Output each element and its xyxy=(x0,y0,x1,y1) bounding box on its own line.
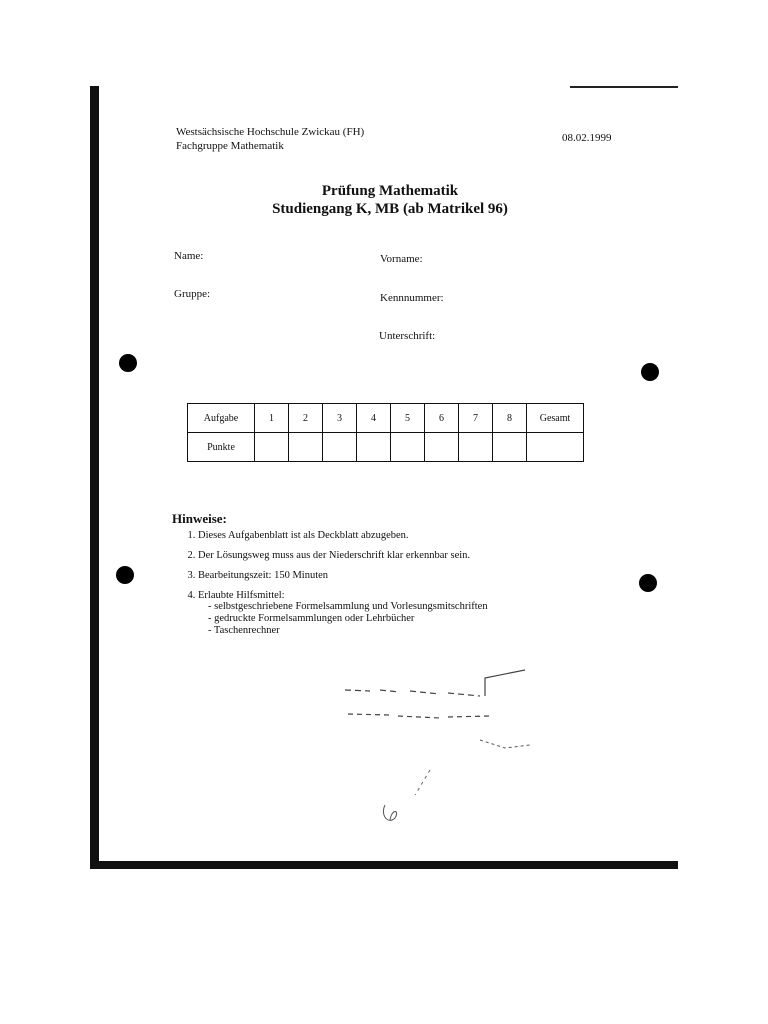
total-points-cell xyxy=(527,433,584,462)
vorname-field-label: Vorname: xyxy=(380,253,423,265)
institution-name: Westsächsische Hochschule Zwickau (FH) xyxy=(176,126,365,138)
task-number-cell: 3 xyxy=(323,404,357,433)
points-cell xyxy=(289,433,323,462)
punch-hole-bottom-left xyxy=(116,566,134,584)
task-number-cell: 6 xyxy=(425,404,459,433)
score-table-points-row xyxy=(188,433,584,462)
punkte-label: Punkte xyxy=(188,433,255,462)
header-institution-block xyxy=(176,125,364,153)
punch-hole-top-left xyxy=(119,354,137,372)
exam-title: Prüfung Mathematik xyxy=(321,183,459,199)
exam-subtitle: Studiengang K, MB (ab Matrikel 96) xyxy=(272,201,508,217)
points-cell xyxy=(323,433,357,462)
punch-hole-top-right xyxy=(641,363,659,381)
task-number-cell: 2 xyxy=(289,404,323,433)
notes-list xyxy=(170,521,618,637)
name-field-label: Name: xyxy=(174,250,204,262)
points-cell xyxy=(459,433,493,462)
scan-edge-left xyxy=(90,86,99,868)
exam-date: 08.02.1999 xyxy=(562,132,612,144)
points-cell xyxy=(493,433,527,462)
task-number-cell: 4 xyxy=(357,404,391,433)
punch-hole-bottom-right xyxy=(639,574,657,592)
aufgabe-label: Aufgabe xyxy=(188,404,255,433)
note-item-aids xyxy=(198,590,618,637)
note-item: 2. Der Lösungsweg muss aus der Niederschrift klar erkennbar sein. xyxy=(198,550,618,561)
note-item: 3. Bearbeitungszeit: 150 Minuten xyxy=(198,570,618,581)
points-cell xyxy=(425,433,459,462)
handwritten-mark xyxy=(330,660,550,840)
note-item: 1. Dieses Aufgabenblatt ist als Deckblatt abzugeben. xyxy=(198,530,618,541)
aid-item: - gedruckte Formelsammlungen oder Lehrbücher xyxy=(208,613,415,624)
task-number-cell: 5 xyxy=(391,404,425,433)
task-number-cell: 7 xyxy=(459,404,493,433)
points-cell xyxy=(255,433,289,462)
score-table-header-row xyxy=(188,404,584,433)
task-number-cell: 8 xyxy=(493,404,527,433)
points-cell xyxy=(391,433,425,462)
task-number-cell: 1 xyxy=(255,404,289,433)
score-table xyxy=(187,403,584,462)
points-cell xyxy=(357,433,391,462)
gruppe-field-label: Gruppe: xyxy=(174,288,211,300)
aids-list xyxy=(198,601,618,637)
aid-item: - selbstgeschriebene Formelsammlung und Vorlesungsmitschriften xyxy=(208,601,488,612)
kennnummer-field-label: Kennnummer: xyxy=(380,292,444,304)
aid-item: - Taschenrechner xyxy=(208,625,280,636)
note-item-label: Erlaubte Hilfsmittel: xyxy=(198,590,285,601)
department-name: Fachgruppe Mathematik xyxy=(176,140,284,152)
scan-edge-top xyxy=(570,86,678,88)
notes-heading: Hinweise: xyxy=(172,511,227,526)
gesamt-label: Gesamt xyxy=(527,404,584,433)
unterschrift-field-label: Unterschrift: xyxy=(379,330,436,342)
scan-edge-bottom xyxy=(90,861,678,869)
